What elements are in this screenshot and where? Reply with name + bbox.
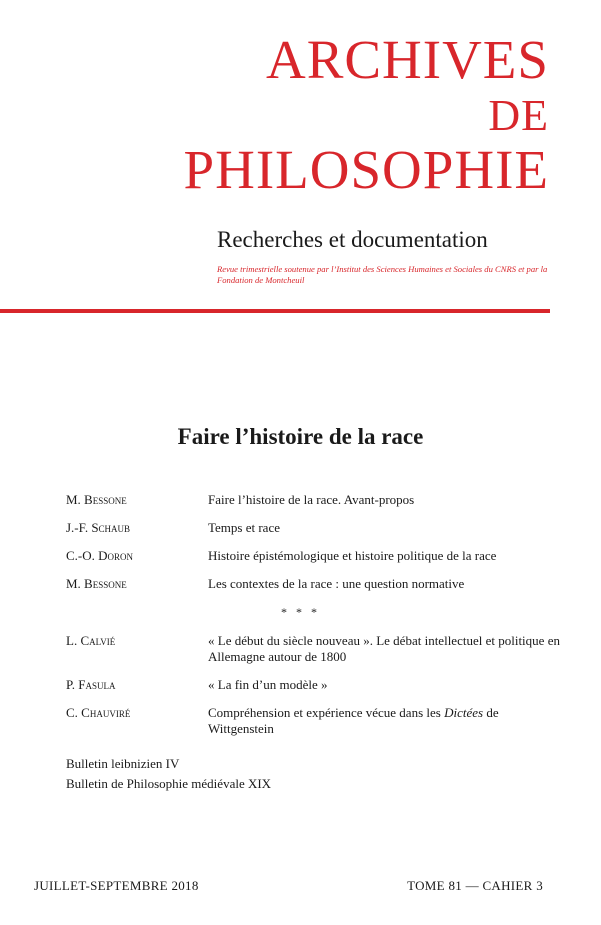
toc-article-title: Les contextes de la race : une question normative — [208, 576, 465, 591]
section-separator: * * * — [281, 605, 320, 619]
journal-title-line1: ARCHIVES — [265, 29, 549, 90]
footer-date: JUILLET-SEPTEMBRE 2018 — [34, 878, 199, 893]
toc-author: L. Calvié — [66, 633, 116, 648]
toc-article-title: Temps et race — [208, 520, 280, 535]
toc-author: M. Bessone — [66, 576, 127, 591]
toc-article-title: « Le début du siècle nouveau ». Le débat intellectuel et politique en Allemagne autour de 1800 — [208, 633, 560, 664]
toc-author: P. Fasula — [66, 677, 116, 692]
toc-title-part: Compréhension et expérience vécue dans les — [208, 705, 445, 720]
toc-author: C. Chauviré — [66, 705, 131, 720]
toc-article-title: « La fin d’un modèle » — [208, 677, 328, 692]
bulletin-1: Bulletin leibnizien IV — [66, 756, 180, 771]
toc-title-part: de Wittgenstein — [208, 705, 499, 736]
journal-subtitle: Recherches et documentation — [217, 227, 488, 252]
toc-article-title: Faire l’histoire de la race. Avant-propos — [208, 492, 415, 507]
toc-author: C.-O. Doron — [66, 548, 134, 563]
bulletin-2: Bulletin de Philosophie médiévale XIX — [66, 776, 272, 791]
toc-group-1 — [66, 492, 566, 592]
toc-entry — [66, 492, 566, 508]
journal-description: Revue trimestrielle soutenue par l’Institut des Sciences Humaines et Sociales du CNRS et par la Fondation de Montcheuil — [217, 264, 548, 285]
toc-entry — [66, 633, 566, 665]
toc-entry — [66, 677, 566, 693]
footer-volume: TOME 81 — CAHIER 3 — [407, 878, 543, 893]
header-divider — [0, 309, 550, 313]
toc-entry — [66, 705, 566, 737]
journal-title-line3: PHILOSOPHIE — [183, 139, 549, 200]
toc-article-title — [208, 705, 566, 737]
journal-title-line2: DE — [488, 91, 549, 140]
toc-article-title: Histoire épistémologique et histoire politique de la race — [208, 548, 497, 563]
toc-entry — [66, 548, 566, 564]
issue-title: Faire l’histoire de la race — [177, 424, 424, 449]
toc-group-2 — [66, 633, 566, 737]
toc-author: J.-F. Schaub — [66, 520, 131, 535]
toc-entry — [66, 576, 566, 592]
toc-title-italic: Dictées — [444, 705, 484, 720]
toc-entry — [66, 520, 566, 536]
toc-author: M. Bessone — [66, 492, 127, 507]
